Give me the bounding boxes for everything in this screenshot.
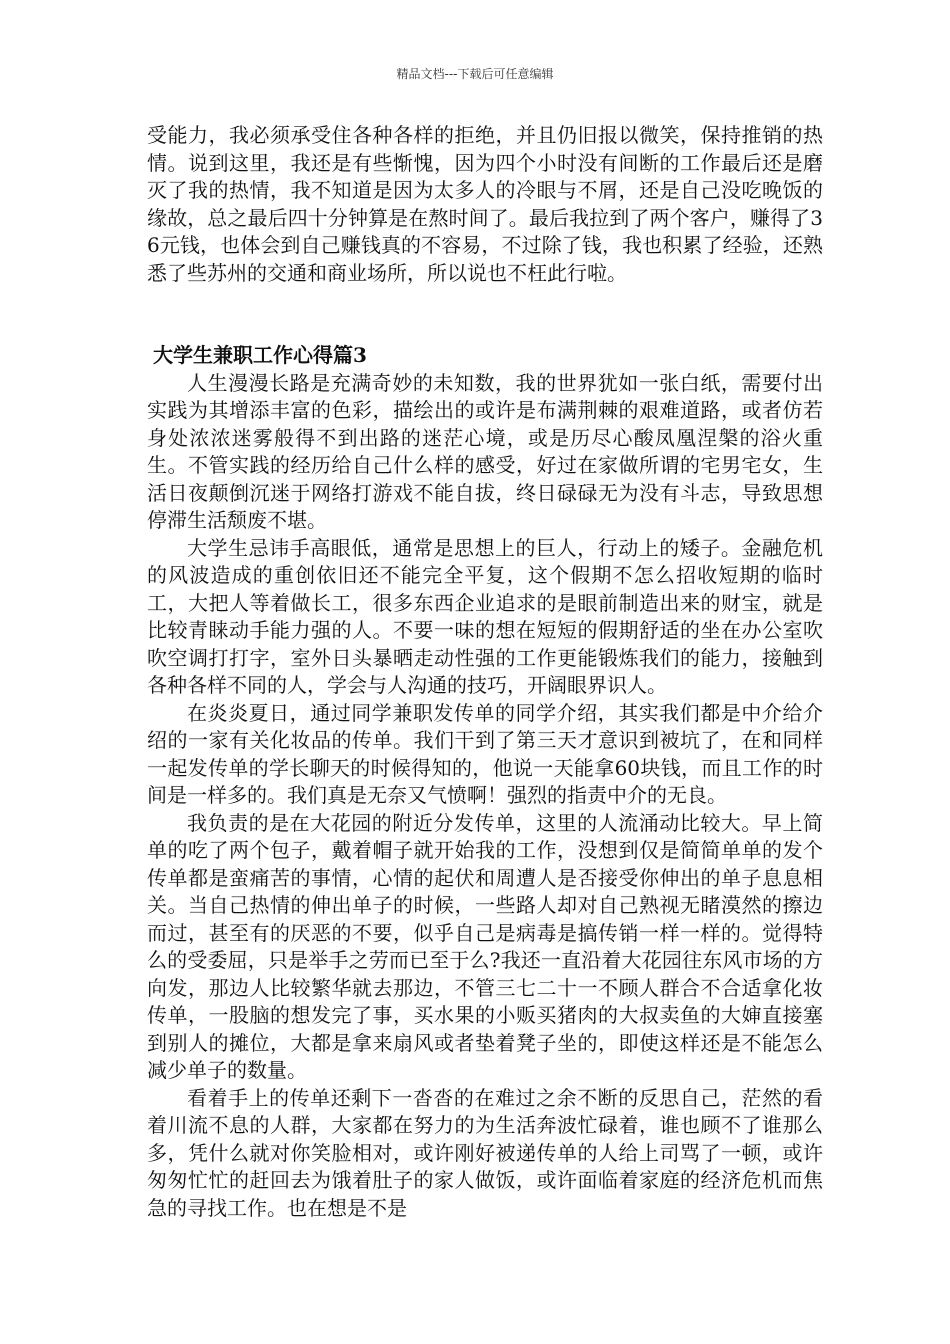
document-body xyxy=(147,122,823,1222)
body-paragraph-5: 看着手上的传单还剩下一沓沓的在难过之余不断的反思自己，茫然的看着川流不息的人群，大家都在努力的为生活奔波忙碌着，谁也顾不了谁那么多，凭什么就对你笑脸相对，或许刚好被递传单的人给上司骂了一顿，或许匆匆忙忙的赶回去为饿着肚子的家人做饭，或许面临着家庭的经济危机而焦急的寻找工作。也在想是不是 xyxy=(147,1085,823,1220)
body-paragraph-2: 大学生忌讳手高眼低，通常是思想上的巨人，行动上的矮子。金融危机的风波造成的重创依旧还不能完全平复，这个假期不怎么招收短期的临时工，大把人等着做长工，很多东西企业追求的是眼前制造出来的财宝，就是比较青睐动手能力强的人。不要一味的想在短短的假期舒适的坐在办公室吹吹空调打打字，室外日头暴晒走动性强的工作更能锻炼我们的能力，接触到各种各样不同的人，学会与人沟通的技巧，开阔眼界识人。 xyxy=(147,535,823,697)
intro-paragraph: 受能力，我必须承受住各种各样的拒绝，并且仍旧报以微笑，保持推销的热情。说到这里，我还是有些惭愧，因为四个小时没有间断的工作最后还是磨灭了我的热情，我不知道是因为太多人的冷眼与不屑，还是自己没吃晚饭的缘故，总之最后四十分钟算是在熬时间了。最后我拉到了两个客户，赚得了36元钱，也体会到自己赚钱真的不容易，不过除了钱，我也积累了经验，还熟悉了些苏州的交通和商业场所，所以说也不枉此行啦。 xyxy=(147,123,823,285)
section-title: 大学生兼职工作心得篇3 xyxy=(153,343,367,367)
page-header: 精品文档---下载后可任意编辑 xyxy=(396,67,554,81)
body-paragraph-4: 我负责的是在大花园的附近分发传单，这里的人流涌动比较大。早上简单的吃了两个包子，戴着帽子就开始我的工作，没想到仅是简简单单的发个传单都是蛮痛苦的事情，心情的起伏和周遭人是否接受你伸出的单子息息相关。当自己热情的伸出单子的时候，一些路人却对自己熟视无睹漠然的擦边而过，甚至有的厌恶的不要，似乎自己是病毒是搞传销一样一样的。觉得特么的受委屈，只是举手之劳而已至于么?我还一直沿着大花园往东风市场的方向发，那边人比较繁华就去那边，不管三七二十一不顾人群合不合适拿化妆传单，一股脑的想发完了事，买水果的小贩买猪肉的大叔卖鱼的大婶直接塞到别人的摊位，大都是拿来扇风或者垫着凳子坐的，即使这样还是不能怎么减少单子的数量。 xyxy=(147,810,823,1082)
body-paragraph-3: 在炎炎夏日，通过同学兼职发传单的同学介绍，其实我们都是中介给介绍的一家有关化妆品的传单。我们干到了第三天才意识到被坑了，在和同样一起发传单的学长聊天的时候得知的，他说一天能拿60块钱，而且工作的时间是一样多的。我们真是无奈又气愤啊！强烈的指责中介的无良。 xyxy=(147,700,823,807)
body-paragraph-1: 人生漫漫长路是充满奇妙的未知数，我的世界犹如一张白纸，需要付出实践为其增添丰富的色彩，描绘出的或许是布满荆棘的艰难道路，或者仿若身处浓浓迷雾般得不到出路的迷茫心境，或是历尽心酸凤凰涅槃的浴火重生。不管实践的经历给自己什么样的感受，好过在家做所谓的宅男宅女，生活日夜颠倒沉迷于网络打游戏不能自拔，终日碌碌无为没有斗志，导致思想停滞生活颓废不堪。 xyxy=(147,370,823,532)
